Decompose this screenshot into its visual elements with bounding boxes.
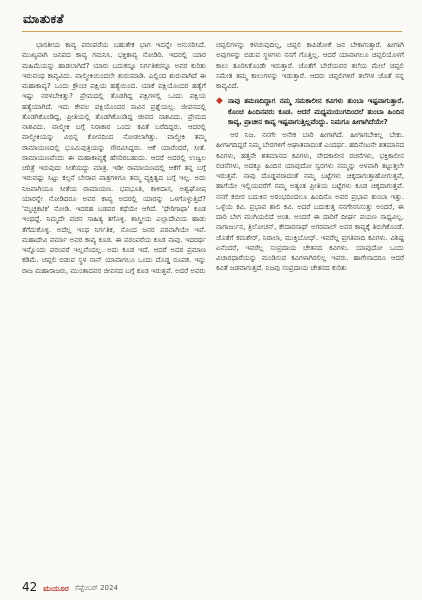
interview-question — [216, 96, 404, 127]
question-text: ನಾವು ತಮಣದಿದ್ದಾಗ ನಮ್ಮ ಸಮಕಾಲೀನ ಕವಿಗಳು ತುಂಬಾ ಇಷ್ಟವಾಗುತ್ತಾರೆ. ಕೊಂಚ ಹಿಂದಿನವರು ಕೂಡ. ಆದರೆ ಮಧ್ಯಮಯುಗದಿಂದಲೆ ತುಂಬಾ ಹಿಂದಿನ ಕಾವ್ಯ, ಪ್ರಾಚೀನ ಕಾವ್ಯ ಇಷ್ಟವಾಗುತ್ತಿಲ್ಲವೆಂದ್ದು. ನಿಮಗೂ ಹೀಗಾಗಿದೆಯೇ? — [228, 97, 404, 126]
magazine-name: ಮಯೂರ — [43, 584, 69, 593]
answer-paragraph: ಆರ ನಿಜ. ನನಗೇ ಅನೇಕ ಬಾರಿ ಹೀಗಾಗಿದೆ. ಹೀಗಾಗಬೇಕಿಲ್ಲ ಬೇಕು. ಹೀಗಾಗದಿದ್ದರೆ ನಿಮ್ಮ ಬೇರಗಳಿಗೆ ಆಘಾತವಾದಂತೆ ಎಂದರ್ಥ. ಹದಿನೆಂಟನೇ ಶತಮಾನದ ಕವಿಗಳು, ಹತ್ತನೇ ಶತಮಾನದ ಕವಿಗಳು, ವೇದಕಾಲೀನ ರಚನೆಗಳು, ಭಕ್ತಿಕಾಲೀನ ರಚನೆಗಳು, ಅದಕ್ಕೂ ಹಿಂದಿನ ಯಾವುದೋ ಸ್ವರಗಳು ನಮ್ಮನ್ನು ಆಳವಾಗಿ ತಟ್ಟುತ್ತಲೇ ಇರುತ್ತವೆ. ನಾವು ದೊಡ್ಡವರಾದಂತೆ ನಮ್ಮ ಬಟ್ಟೆಗಳು ಚಿಕ್ಕದಾಗುತ್ತಾಹೋಗುತ್ತವೆ, ಹಾಗೆಯೇ ಇಲ್ಲಿಯವರೆಗೆ ನಮ್ಮ ಅತ್ಯಂತ ಪ್ರೀತಿಯ ಬಟ್ಟೆಗಳು ಕೂಡ ಚಿಕ್ಕದಾಗುತ್ತವೆ. ನನಗೆ ಕಬೀರ ಬದುಕಿನ ಅರಂಭದಿಂದಲೂ ಹಿಂದಿನೊ ಅವರ ಪ್ರಭಾವ ತುಂಬಾ ಇತ್ತು. ಒಳ್ಳೆಯ ಕವಿ. ಪ್ರಭಾವ ಶಾಲಿ ಕವಿ. ಅದರೆ ಬದುಕುತ್ತ ನನಗೇನನಿಸುತ್ತು ಅಂದರೆ, ಈ ದಾರಿ ಬೇಗ ಮುಗಿಯಲಿದೆ ಅಂತ. ಅಂದರೆ ಈ ದಾರಿಗೆ ದೀರ್ಘ ಪಯಣ ಸಾಧ್ಯವಿಲ್ಲ. ನಾಗಾರ್ಜುನ, ತ್ರಿಲೋಚನ್, ಕೇದಾರನಾಥ್ ಅಗರವಾಲ್ ಅವರ ಕಾವ್ಯಕ್ಕೆ ತಿರುಗಿಕೊಂಡೆ. ಜೊತೆಗೆ ಕಮಶೇರ್, ನಿರಾಲಾ, ಮುಕ್ತಿಬೋಧ್. ಇವರೆಲ್ಲ ಪ್ರಗತಿವಾದಿ ಕವಿಗಳು. ವಿಶಿಷ್ಟ ಏನೆಂದರೆ, ಇವರೆಲ್ಲ ಸಂಪ್ರದಾಯ ಚೇತನದ ಕವಿಗಳು. ಯಾವುದೋ ಒಂದು ವಿಚಾರಧಾರೆಯನ್ನು ಮಂಡಿಸುವ ಕವಿಗಳಾಗಿರಲಿಲ್ಲ ಇವರು. ಹಾಗೇನಾದರೂ ಆದರೆ ಕವಿತೆ ಜಡವಾಗುತ್ತದೆ. ನಿಜವು ಸಂಪ್ರದಾಯ ಚೇತನದ ಕುರಿತು — [216, 131, 404, 273]
page-footer — [22, 577, 118, 593]
page-number: 42 — [22, 580, 38, 594]
issue-date: ಸೆಪ್ಟೆಂಬರ್ 2024 — [74, 584, 118, 592]
article-paragraph: ಚಪ್ಪಲಿಗಳನ್ನು ಕಳಚುವುದಿಲ್ಲ, ಚಪ್ಪಲಿ ಕಾಪಿಡೋಕೆ ಜನ ಬೇಕಾಗುತ್ತಾರೆ. ಹೀಗಾಗಿ ಅವುಗಳನ್ನು ಬಿಡುವ ಸ್ಥಳಗಳು ನನಗೆ ಗೊತ್ತಿಲ್ಲ. ಆದರೆ ಯಾವಾಗಲೂ ಚಪ್ಪಲಿಯೊಳಗೆ ಕಾಲು ತೂರಿಸಿಕೊಂಡೇ ಇರುತ್ತಾರೆ. ಜೊತೆಗೆ ಬೇರೆಯವರ ತಲೆಯ ಮೇಲೆ ಚಪ್ಪಲಿ ಸಮೇತ ತಮ್ಮ ಕಾಲುಗಳನ್ನು ಇಡುತ್ತಾರೆ. ಆದರು ಚಪ್ಪಲಿಗಳಿಗೆ ತಲೆಗಳ ಜೊತೆ ನನ್ನ ಕಾವ್ಯವಿದೆ. — [216, 41, 404, 90]
article-paragraph: ಭಾರತೀಯ ಕಾವ್ಯ ಪರಂಪರೆಯ ಬಹುತೇಕ ಭಾಗ ಇದನ್ನೇ ಅನುಸರಿಸಿದೆ. ಮುಖ್ಯವಾಗಿ ಜನಪದ ಕಾವ್ಯ ಗಮನಿಸಿ. ಭಕ್ತಿಕಾವ್ಯ ನೋಡಿರಿ. ಇದರಲ್ಲಿ ಯಾರ ಮಹಿಮೆಯನ್ನು ಹಾಡಲಾಗಿದೆ? ಯಾರು ಬದುಕನ್ನೂ ನಿರ್ಗತಿಕರನ್ನೂ ಅವರ ಕುರಿತು ಇರುವಂಥ ಕಾವ್ಯವಿದು. ವಾಲ್ಮೀಕಿಯಿಂದಲೇ ಶುರುಮಾಡಿ. ಎಲ್ಲಿಂದ ಶುರುವಾಗಿದೆ ಈ ಮಹಾಕಾವ್ಯ? ಒಂದು ಕ್ರೌಂಚ ಪಕ್ಷಿಯ ಹತ್ಯೆಯಿಂದ. ಯಾಕೆ ಪಕ್ಷಿಯೊಂದರ ಹತ್ಯೆಗೆ ಇಷ್ಟು ನರಳಬೇಕಿತ್ತು? ಪ್ರೇಮದಲ್ಲಿ ತೊಡಗಿದ್ದ ಪಕ್ಷಿಗಳಲ್ಲಿ ಒಂದು ಪಕ್ಷಿಯ ಹತ್ಯೆಯಾಗಿದೆ. ಇದು ಕೇವಲ ಪಕ್ಷಿಯೊಂದರ ಸಾವಿನ ಪ್ರಶ್ನೆಯಲ್ಲ. ಜೀವನದಲ್ಲಿ ತೊಡಗಿಕೊಂಡಿದ್ದ, ಪ್ರೀತಿಯಲ್ಲಿ ತೊಡಗಿಕೊಂಡಿದ್ದ ಜೀವದ ನಾಶವಿದು. ಪ್ರೇಮದ ನಾಶವಿದು. ವಾಲ್ಮೀಕಿ ಬಗ್ಗೆ ನಿರಾಕಾರ ಒಂದು ಕವಿತೆ ಬರೆದಿದ್ದರು. ಆದರಲ್ಲಿ ವಾಲ್ಮೀಕಿಯನ್ನು ವಿಭಿನ್ನ ಕೋನದಿಂದ ನೋಡಲಾಗಿತ್ತು. ವಾಲ್ಮೀಕಿ ತಮ್ಮ ರಾಮಾಯಣದಲ್ಲಿ ಭೂಮಿಪುತ್ರಿಯನ್ನು ಗೌರವಿಸಿದ್ದರು. ಆಕೆ ಯಾರೆಂದರೆ, ಸೀತೆ. ರಾಮಾಯಣವೆಂದು ಈ ಮಹಾಕಾವ್ಯಕ್ಕೆ ಹೆಸರಿರಬಹುದು. ಆದರೆ ಅದರಲ್ಲಿ ಉಜ್ವಲ ಚರಿತ್ರೆ ಇರುವುದು ಸೀತೆಯದ್ದು ಮಾತ್ರ. ಇಡೀ ರಾಮಾಯಣದಲ್ಲಿ ಆಕೆಗೆ ತನ್ನ ಬಗ್ಗೆ ಇರುವಷ್ಟು ಸಿಟ್ಟು ಕಲ್ಪನೆ ಬೇರಾವ ಪಾತ್ರಗಳಿಗೂ ತಮ್ಮ ವ್ಯಕ್ತಿತ್ವದ ಬಗ್ಗೆ ಇಲ್ಲ. ಅದು ನಿಜವಾಗಿಯೂ ಸೀತೆಯ ರಾಮಾಯಣ. ಭವಭೂತಿ, ಕಾಳಿದಾಸ, ಅಶ್ವಘೋಷ ಯಾರನ್ನೇ ನೋಡಿದರೂ ಅವರ ಕಾವ್ಯ ಅದರಲ್ಲಿ ಯಾರನ್ನು ಒಳಗೊಳ್ಳುತ್ತಿದೆ? 'ಮೃಚ್ಛಕಟಿಕ' ನೋಡಿ. ಇದರಹ ಬಡವರ ಕಥೆಯೇ ಆಗಿದೆ. 'ಥೇರಿಗಾಥಾ' ಕೂಡ ಇಂಥದ್ದೆ. ನಿಮ್ಮದೇ ವಚನ ಸಾಹಿತ್ಯ ತಗೊಳ್ಳಿ. ಶಾಸ್ತ್ರೀಯ ಎಲ್ಲಾದೇವಿಯ ಹಾಡು ತೆಗೆದುಕೊಳ್ಳಿ. ಅದೆಲ್ಲ ಇಂಥ ನಿರ್ಗತಿಕ, ನೊಂದ ಜನರ ಪರವಾಗಿಯೇ ಇವೆ. ಮಹಾದೇವಿ ವರ್ಮಾ ಅವರ ಕಾವ್ಯ ಕೂಡ. ಈ ಪರಂಪರೆಯ ಕೂಡ ನಾವು. ಇದರರ್ಥ ಇನ್ನೊಂದು ಪರಂಪರೆ ಇಲ್ಲವೆಂದಲ್ಲ. ಅದು ಕೂಡ ಇದೆ. ಆದರೆ ಅದರ ಪ್ರಮಾಣ ಕಡಿಮೆ. ಚಪ್ಪಲಿ ಬಿಡುವ ಸ್ಥಳ ನಾನ್ ಯಾವಾಗಲೂ ಒಂದು ದೊಡ್ಡ ರೂಪಕ. ಇನ್ನು ರಾಜ ಮಹಾರಾಜರು, ಮುಂತಾದವರ ಜೀವನದ ಬಗ್ಗೆ ಕೂಡ ಇರುತ್ತವೆ. ಅದರೆ ಅವರು — [22, 41, 206, 275]
section-header — [22, 9, 402, 32]
left-column — [22, 40, 206, 276]
right-column — [216, 40, 404, 274]
section-title: ಮಾತುಕತೆ — [23, 11, 64, 26]
diamond-bullet-icon: ◆ — [216, 96, 223, 107]
